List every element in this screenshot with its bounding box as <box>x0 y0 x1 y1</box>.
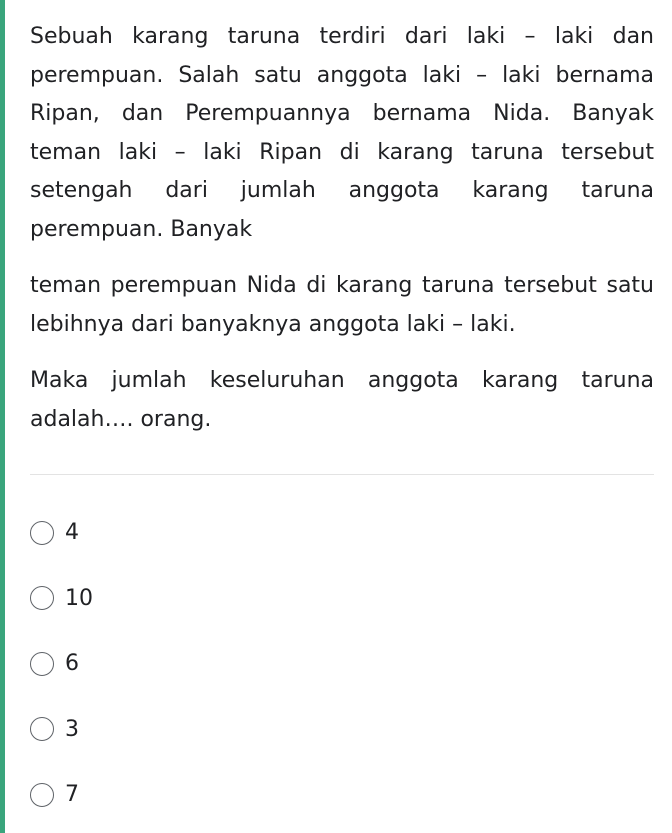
radio-button[interactable] <box>30 586 54 610</box>
accent-bar <box>0 0 5 833</box>
answer-options <box>30 516 630 833</box>
option-label: 10 <box>65 585 93 611</box>
question-text <box>30 18 654 439</box>
option-label: 6 <box>65 651 79 676</box>
answer-option[interactable] <box>30 778 630 811</box>
radio-button[interactable] <box>30 521 54 545</box>
divider <box>30 474 654 475</box>
option-label: 3 <box>65 716 79 742</box>
answer-option[interactable] <box>30 516 630 549</box>
question-paragraph: teman perempuan Nida di karang taruna tersebut satu lebihnya dari banyaknya anggota laki – laki. <box>30 273 654 337</box>
answer-option[interactable] <box>30 647 630 680</box>
radio-button[interactable] <box>30 652 54 676</box>
question-paragraph: Maka jumlah keseluruhan anggota karang taruna adalah…. orang. <box>30 368 654 432</box>
radio-button[interactable] <box>30 717 54 741</box>
radio-button[interactable] <box>30 783 54 807</box>
option-label: 4 <box>65 520 79 545</box>
answer-option[interactable] <box>30 713 630 746</box>
question-paragraph: Sebuah karang taruna terdiri dari laki – laki dan perempuan. Salah satu anggota laki – laki bernama Ripan, dan Perempuannya bernama Nida. Banyak teman laki – laki Ripan di karang taruna tersebut setengah dari jumlah anggota karang taruna perempuan. Banyak <box>30 24 654 242</box>
option-label: 7 <box>65 782 79 807</box>
answer-option[interactable] <box>30 582 630 615</box>
